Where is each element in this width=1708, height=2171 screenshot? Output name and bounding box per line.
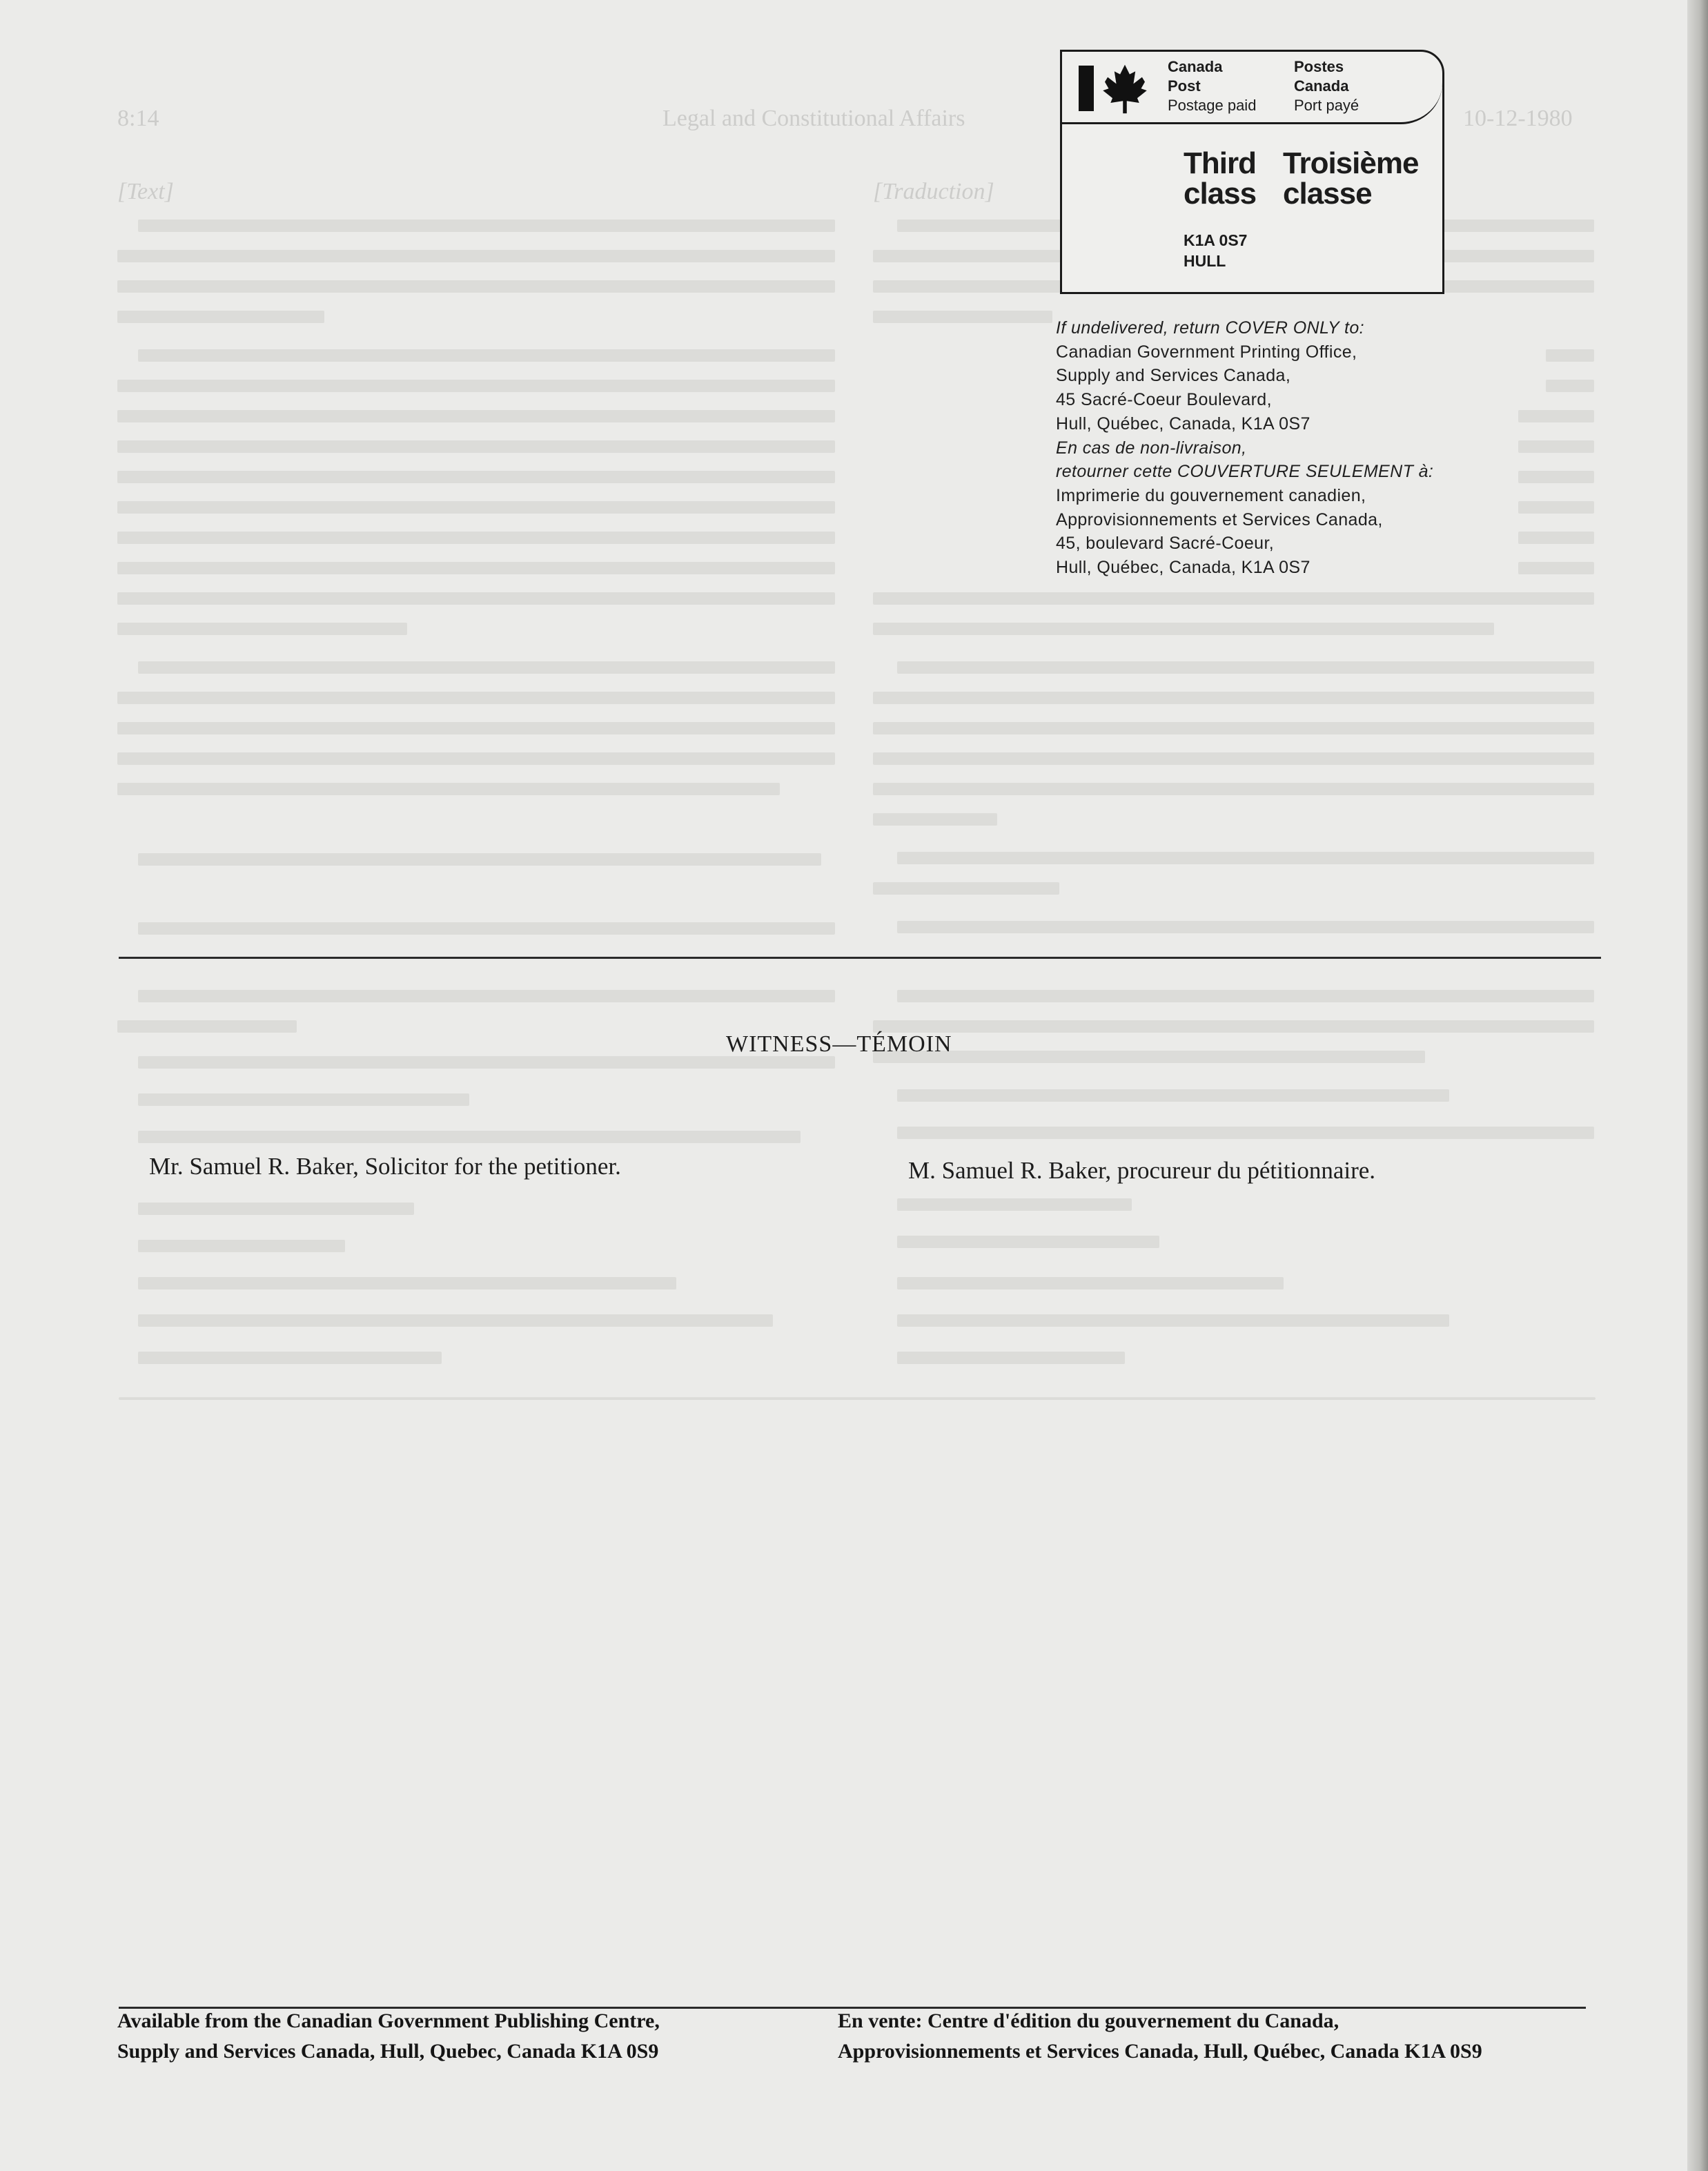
ghost-line — [873, 592, 1594, 605]
section-divider — [119, 957, 1601, 959]
ghost-line — [117, 501, 835, 514]
third-class-label — [1184, 148, 1256, 209]
footer-line: Supply and Services Canada, Hull, Quebec, Canada K1A 0S9 — [117, 2040, 659, 2063]
return-notice-fr: En cas de non-livraison, — [1056, 438, 1247, 458]
footer-line: Available from the Canadian Government Publishing Centre, — [117, 2009, 660, 2032]
ghost-line — [117, 250, 835, 262]
ghost-date: 10-12-1980 — [1463, 106, 1573, 131]
ghost-line — [138, 853, 821, 866]
ghost-line — [117, 532, 835, 544]
canada-post-label — [1168, 57, 1256, 115]
return-notice-fr: retourner cette COUVERTURE SEULEMENT à: — [1056, 462, 1434, 482]
footer-availability-fr — [838, 2006, 1482, 2067]
ghost-line — [117, 410, 835, 422]
ghost-line — [897, 1198, 1132, 1211]
ghost-line — [897, 852, 1594, 864]
ghost-text-tag: [Text] — [117, 179, 174, 204]
postes-canada-line: Canada — [1294, 77, 1349, 95]
ghost-line — [873, 783, 1594, 795]
ghost-line — [897, 1089, 1449, 1102]
return-address-line: Hull, Québec, Canada, K1A 0S7 — [1056, 558, 1311, 578]
ghost-line — [897, 921, 1594, 933]
ghost-page-number: 8:14 — [117, 106, 159, 131]
ghost-line — [117, 380, 835, 392]
return-address-line: Hull, Québec, Canada, K1A 0S7 — [1056, 413, 1311, 434]
city: HULL — [1184, 252, 1226, 270]
maple-leaf-icon — [1101, 63, 1149, 115]
ghost-line — [897, 1314, 1449, 1327]
postes-canada-line: Postes — [1294, 58, 1344, 75]
ghost-line — [138, 922, 835, 935]
witness-entry-fr: M. Samuel R. Baker, procureur du pétitionnaire. — [908, 1157, 1376, 1184]
ghost-line — [117, 562, 835, 574]
canada-post-line: Canada — [1168, 58, 1223, 75]
ghost-line — [138, 1277, 676, 1289]
ghost-line — [897, 1236, 1159, 1248]
ghost-line — [873, 752, 1594, 765]
return-address-line: Canadian Government Printing Office, — [1056, 342, 1357, 362]
ghost-line — [873, 722, 1594, 734]
ghost-line — [117, 623, 407, 635]
ghost-line — [138, 1131, 801, 1143]
troisieme-classe-label — [1283, 148, 1418, 209]
return-address-line: 45, boulevard Sacré-Coeur, — [1056, 534, 1275, 554]
ghost-line — [897, 661, 1594, 674]
ghost-line — [873, 813, 997, 826]
ghost-line — [897, 990, 1594, 1002]
return-address — [1056, 316, 1539, 580]
ghost-line — [138, 1056, 835, 1069]
ghost-line — [138, 1093, 469, 1106]
page-edge — [1687, 0, 1708, 2171]
witness-entry-en: Mr. Samuel R. Baker, Solicitor for the petitioner. — [149, 1153, 621, 1180]
class-line: Third — [1184, 146, 1256, 180]
return-address-line: Imprimerie du gouvernement canadien, — [1056, 485, 1366, 505]
ghost-column-rule — [119, 1397, 1596, 1400]
ghost-line — [873, 311, 1052, 323]
ghost-line — [897, 1127, 1594, 1139]
footer-line: Approvisionnements et Services Canada, Hull, Québec, Canada K1A 0S9 — [838, 2040, 1482, 2063]
footer-availability-en — [117, 2006, 660, 2067]
ghost-line — [873, 692, 1594, 704]
postal-code: K1A 0S7 — [1184, 231, 1248, 249]
ghost-line — [138, 1352, 442, 1364]
postage-paid-label: Postage paid — [1168, 97, 1257, 114]
flag-bar — [1079, 66, 1094, 111]
return-address-line: 45 Sacré-Coeur Boulevard, — [1056, 390, 1272, 410]
ghost-line — [117, 1020, 297, 1033]
ghost-line — [117, 311, 324, 323]
ghost-line — [117, 692, 835, 704]
ghost-line — [873, 1020, 1594, 1033]
ghost-line — [117, 783, 780, 795]
postes-canada-label — [1294, 57, 1359, 115]
ghost-line — [117, 471, 835, 483]
ghost-line — [117, 440, 835, 453]
indicia-postal-info — [1184, 230, 1247, 271]
ghost-line — [138, 1203, 414, 1215]
ghost-line — [138, 661, 835, 674]
ghost-line — [138, 990, 835, 1002]
return-notice-en: If undelivered, return COVER ONLY to: — [1056, 318, 1364, 338]
return-address-line: Approvisionnements et Services Canada, — [1056, 509, 1383, 529]
ghost-line — [117, 592, 835, 605]
return-address-line: Supply and Services Canada, — [1056, 366, 1291, 386]
ghost-line — [1546, 380, 1594, 392]
ghost-line — [138, 220, 835, 232]
ghost-line — [897, 1277, 1284, 1289]
footer-line: En vente: Centre d'édition du gouvernement du Canada, — [838, 2009, 1339, 2032]
ghost-line — [873, 623, 1494, 635]
witness-heading: WITNESS—TÉMOIN — [726, 1031, 952, 1057]
classe-line: classe — [1283, 177, 1372, 211]
ghost-line — [897, 1352, 1125, 1364]
indicia-header — [1062, 52, 1442, 124]
ghost-line — [117, 722, 835, 734]
port-paye-label: Port payé — [1294, 97, 1359, 114]
class-line: class — [1184, 177, 1257, 211]
ghost-line — [1546, 349, 1594, 362]
ghost-line — [873, 1051, 1425, 1063]
postage-indicia — [1060, 50, 1444, 294]
canada-post-line: Post — [1168, 77, 1201, 95]
ghost-line — [138, 1240, 345, 1252]
ghost-line — [138, 1314, 773, 1327]
ghost-running-title: Legal and Constitutional Affairs — [662, 106, 965, 131]
ghost-line — [117, 280, 835, 293]
ghost-line — [117, 752, 835, 765]
classe-line: Troisième — [1283, 146, 1419, 180]
ghost-translation-tag: [Traduction] — [873, 179, 994, 204]
ghost-line — [873, 882, 1059, 895]
ghost-line — [138, 349, 835, 362]
